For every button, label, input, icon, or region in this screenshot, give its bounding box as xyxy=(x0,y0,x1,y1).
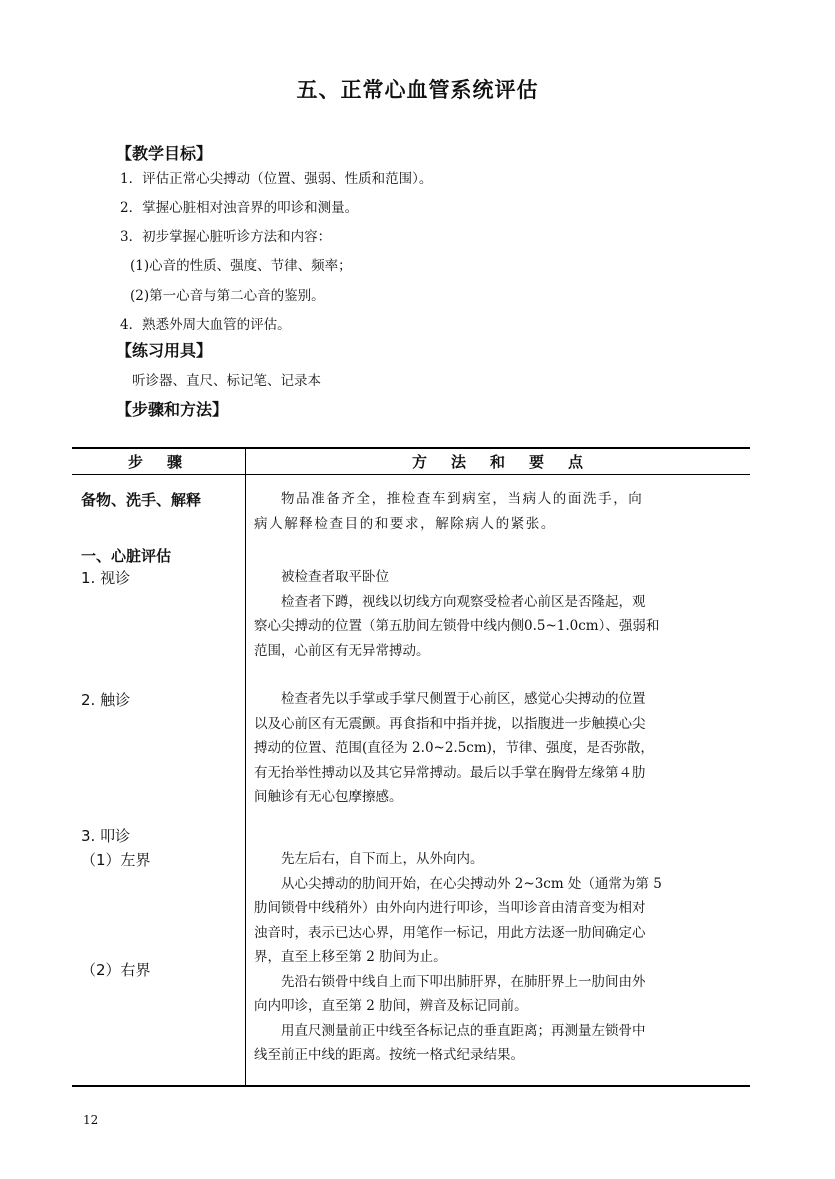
method-percussion-line-5: 界，直至上移至第 2 肋间为止。 xyxy=(254,949,447,965)
method-inspection-line-2: 检查者下蹲，视线以切线方向观察受检者心前区是否隆起，观 xyxy=(281,593,646,610)
method-percussion-line-9: 线至前正中线的距离。按统一格式纪录结果。 xyxy=(254,1047,524,1063)
method-percussion-line-4: 浊音时，表示已达心界，用笔作一标记，用此方法逐一肋间确定心 xyxy=(254,924,646,941)
objective-2: 2．掌握心脏相对浊音界的叩诊和测量。 xyxy=(120,200,359,216)
step-inspection: 1. 视诊 xyxy=(81,569,131,587)
method-percussion-line-1: 先左后右，自下而上，从外向内。 xyxy=(281,851,484,867)
objectives-heading: 【教学目标】 xyxy=(116,144,213,163)
method-prep xyxy=(254,487,744,536)
objective-3-sub-1: (1)心音的性质、强度、节律、频率； xyxy=(130,258,352,274)
page-title: 五、正常心血管系统评估 xyxy=(296,78,539,102)
step-percussion: 3. 叩诊 xyxy=(81,827,131,845)
method-palpation-line-1: 检查者先以手掌或手掌尺侧置于心前区，感觉心尖搏动的位置 xyxy=(281,691,646,707)
method-inspection xyxy=(254,565,744,663)
tools-list: 听诊器、直尺、标记笔、记录本 xyxy=(132,373,321,389)
table-bottom-rule xyxy=(72,1085,750,1087)
step-right-border: （2）右界 xyxy=(81,961,151,979)
method-palpation-line-2: 以及心前区有无震颤。再食指和中指并拢，以指腹进一步触摸心尖 xyxy=(254,715,646,732)
method-inspection-line-4: 范围，心前区有无异常搏动。 xyxy=(254,642,430,659)
method-palpation-line-4: 有无抬举性搏动以及其它异常搏动。最后以手掌在胸骨左缘第４肋 xyxy=(254,764,646,781)
steps-table xyxy=(72,447,750,1087)
objective-4: 4．熟悉外周大血管的评估。 xyxy=(120,317,291,333)
method-prep-line-2: 病人解释检查目的和要求，解除病人的紧张。 xyxy=(254,515,556,532)
step-palpation: 2. 触诊 xyxy=(81,691,131,709)
table-column-rule xyxy=(245,447,246,1087)
step-left-border: （1）左界 xyxy=(81,851,151,869)
method-percussion-line-3: 肋间锁骨中线稍外）由外向内进行叩诊，当叩诊音由清音变为相对 xyxy=(254,900,646,916)
method-percussion-line-8: 用直尺测量前正中线至各标记点的垂直距离；再测量左锁骨中 xyxy=(281,1022,646,1039)
heart-assessment-heading: 一、心脏评估 xyxy=(81,547,172,565)
header-method: 方法和要点 xyxy=(412,453,608,471)
header-steps: 步骤 xyxy=(128,453,207,471)
table-header-rule xyxy=(72,474,750,475)
step-prep: 备物、洗手、解释 xyxy=(81,491,202,509)
method-inspection-line-3: 察心尖搏动的位置（第五肋间左锁骨中线内侧0.5~1.0cm）、强弱和 xyxy=(254,618,660,634)
objective-3: 3．初步掌握心脏听诊方法和内容： xyxy=(120,229,332,245)
method-percussion-line-7: 向内叩诊，直至第 2 肋间，辨音及标记同前。 xyxy=(254,998,528,1014)
method-prep-line-1: 物品准备齐全，推检查车到病室，当病人的面洗手，向 xyxy=(281,491,644,507)
table-top-rule xyxy=(72,447,750,449)
method-palpation-line-5: 间触诊有无心包摩擦感。 xyxy=(254,789,403,805)
objective-1: 1．评估正常心尖搏动（位置、强弱、性质和范围）。 xyxy=(120,171,433,187)
objective-3-sub-2: (2)第一心音与第二心音的鉴别。 xyxy=(130,288,325,304)
tools-heading: 【练习用具】 xyxy=(116,341,213,360)
method-percussion-line-6: 先沿右锁骨中线自上而下叩出肺肝界，在肺肝界上一肋间由外 xyxy=(281,973,646,990)
steps-heading: 【步骤和方法】 xyxy=(116,400,229,419)
method-percussion-line-2: 从心尖搏动的肋间开始，在心尖搏动外 2~3cm 处（通常为第 5 xyxy=(281,875,662,892)
method-inspection-line-1: 被检查者取平卧位 xyxy=(281,569,389,585)
page-number: 12 xyxy=(83,1113,99,1127)
method-percussion xyxy=(254,847,744,1068)
method-palpation-line-3: 搏动的位置、范围(直径为 2.0~2.5cm)，节律、强度，是否弥散， xyxy=(254,740,654,756)
method-palpation xyxy=(254,687,744,810)
